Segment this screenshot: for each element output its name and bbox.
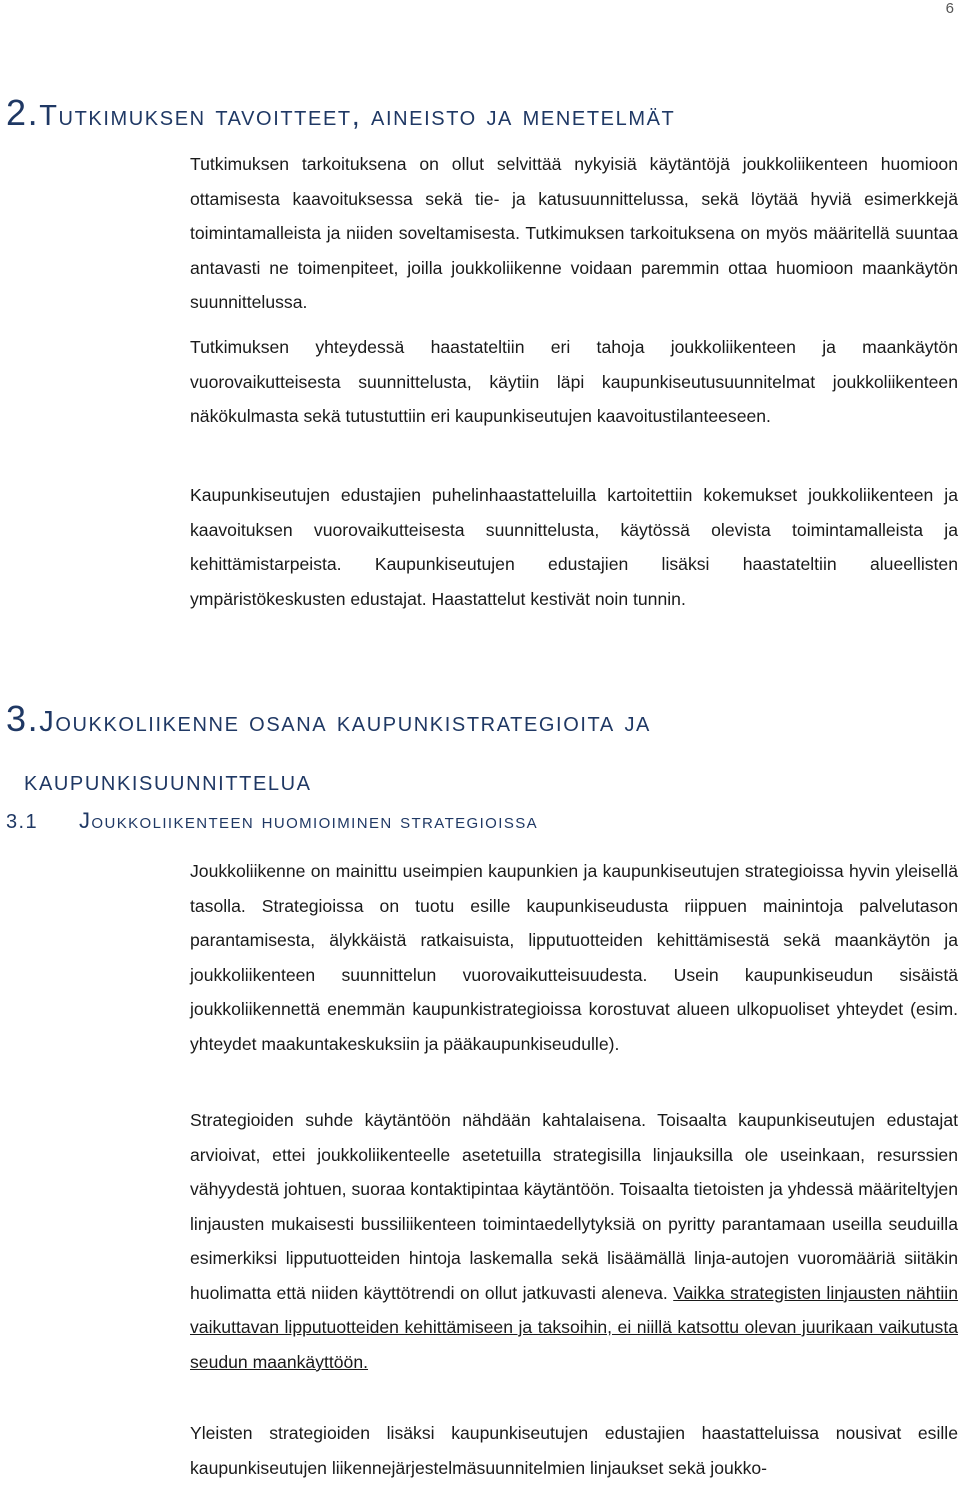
paragraph: Kaupunkiseutujen edustajien puhelinhaastatteluilla kartoitettiin kokemukset joukkoliikenteen ja kaavoituksen vuorovaikutteisesta suunnittelusta, käytössä olevista toimintamalleista ja kehittämistarpeista. Kaupunkiseutujen edustajien lisäksi haastateltiin alueellisten ympäristökeskusten edustajat. Haastattelut kestivät noin tunnin.	[190, 485, 958, 609]
paragraph: Joukkoliikenne on mainittu useimpien kaupunkien ja kaupunkiseutujen strategioissa hyvin yleisellä tasolla. Strategioissa on tuotu esille kaupunkiseudusta riippuen mainintoja palvelutason parantamisesta, älykkäistä ratkaisuista, lipputuotteiden kehittämisestä sekä maankäytön ja joukkoliikenteen suunnittelun vuorovaikutteisuudesta. Usein kaupunkiseudun sisäistä joukkoliikennettä enemmän kaupunkistrategioissa korostuvat alueen ulkopuoliset yhteydet (esim. yhteydet maakuntakeskuksiin ja pääkaupunkiseudulle).	[190, 861, 958, 1054]
section-title-line2: kaupunkisuunnittelua	[24, 765, 312, 797]
section-title-line1: Joukkoliikenne osana kaupunkistrategioita ja	[39, 706, 652, 738]
underlined-text: Vaikka strategisten linjausten nähtiin vaikuttavan lipputuotteiden kehittämiseen ja taksoihin, ei niillä katsottu olevan juurikaan vaikutusta seudun maankäyttöön.	[190, 1282, 959, 1372]
paragraph-text: Strategioiden suhde käytäntöön nähdään kahtalaisena. Toisaalta kaupunkiseutujen edustajat arvioivat, ettei joukkoliikenteelle asetetuilla strategisilla linjauksilla ole useinkaan, resurssien vähyydestä johtuen, suoraa kontaktipintaa käytäntöön. Toisaalta tietoisten ja yhdessä määriteltyjen linjausten mukaisesti bussiliikenteen toimintaedellytyksiä on pyritty parantamaan useilla seuduilla esimerkiksi lipputuotteiden hintoja laskemalla sekä lisäämällä linja-autojen vuoromääriä siitäkin huolimatta että niiden käyttötrendi on ollut jatkuvasti aleneva.	[190, 1110, 958, 1303]
paragraph: Yleisten strategioiden lisäksi kaupunkiseutujen edustajien haastatteluissa nousivat esille kaupunkiseutujen liikennejärjestelmäsuunnitelmien linjaukset sekä joukko-	[190, 1423, 958, 1478]
paragraph	[190, 1103, 958, 1379]
subsection-heading-3-1	[6, 808, 538, 834]
subsection-title: Joukkoliikenteen huomioiminen strategioissa	[79, 808, 539, 833]
section-heading-2	[6, 92, 675, 134]
paragraph: Tutkimuksen tarkoituksena on ollut selvittää nykyisiä käytäntöjä joukkoliikenteen huomioon ottamisesta kaavoituksessa sekä tie- ja katusuunnittelussa, sekä löytää hyviä esimerkkejä toimintamalleista ja niiden soveltamisesta. Tutkimuksen tarkoituksena on myös määritellä suuntaa antavasti ne toimenpiteet, joilla joukkoliikenne voidaan paremmin ottaa huomioon maankäytön suunnittelussa.	[190, 154, 958, 312]
section-title: Tutkimuksen tavoitteet, aineisto ja menetelmät	[39, 100, 676, 132]
section-number: 2.	[6, 92, 40, 133]
section-number: 3.	[6, 698, 40, 739]
paragraph: Tutkimuksen yhteydessä haastateltiin eri tahoja joukkoliikenteen ja maankäytön vuorovaikutteisesta suunnittelusta, käytiin läpi kaupunkiseutusuunnitelmat joukkoliikenteen näkökulmasta sekä tutustuttiin eri kaupunkiseutujen kaavoitustilanteeseen.	[190, 337, 958, 426]
page-number: 6	[945, 0, 954, 17]
subsection-number: 3.1	[6, 811, 39, 833]
section-heading-3	[6, 692, 651, 808]
